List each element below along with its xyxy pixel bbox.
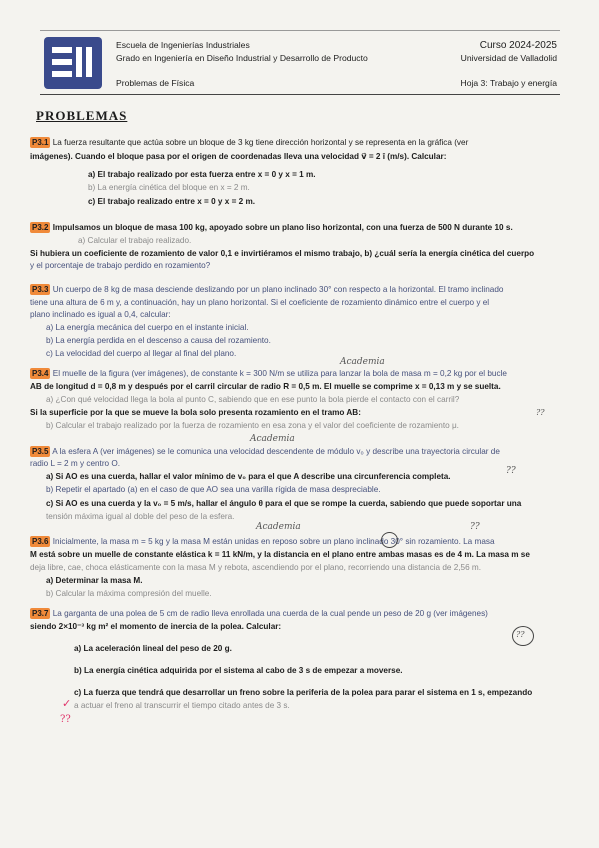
problem-7-part-c2: a actuar el freno al transcurrir el tiempo citado antes de 3 s. <box>74 701 290 710</box>
problem-1-line-2: imágenes). Cuando el bloque pasa por el origen de coordenadas lleva una velocidad v⃗ = 2 î (m/s). Calcular: <box>30 152 447 161</box>
problem-5-part-a: a) Si AO es una cuerda, hallar el valor mínimo de v₀ para el que A describe una circunferencia completa. <box>46 472 451 481</box>
problem-tag: P3.1 <box>32 138 49 147</box>
problem-7-part-c1: c) La fuerza que tendrá que desarrollar un freno sobre la periferia de la polea para parar el sistema en 1 s, empezando <box>74 688 533 697</box>
handwritten-mark: ?? <box>60 714 71 725</box>
top-rule <box>40 30 560 31</box>
problem-4-line-1: P3.4 El muelle de la figura (ver imágenes), de constante k = 300 N/m se utiliza para lanzar la bola de masa m = 0,2 kg por el bucle <box>32 369 507 378</box>
problem-tag: P3.2 <box>32 223 49 232</box>
problem-3-part-b: b) La energía perdida en el descenso a causa del rozamiento. <box>46 336 271 345</box>
handwritten-circle <box>381 532 398 548</box>
header-rule <box>40 94 560 95</box>
problem-4-line-3: Si la superficie por la que se mueve la bola solo presenta rozamiento en el tramo AB: <box>30 408 361 417</box>
problem-6-line-3: deja libre, cae, choca elásticamente con la masa M y rebota, ascendiendo por el plano, recorriendo una distancia de 2,56 m. <box>30 563 482 572</box>
problem-4-part-b: b) Calcular el trabajo realizado por la fuerza de rozamiento en esa zona y el valor del coeficiente de rozamiento μ. <box>46 421 459 430</box>
handwritten-note: Academia <box>340 357 385 367</box>
handwritten-mark: ?? <box>516 630 525 639</box>
problem-4-line-2: AB de longitud d = 0,8 m y después por el carril circular de radio R = 0,5 m. El muelle se comprime x = 0,13 m y se suelta. <box>30 382 501 391</box>
handwritten-mark: ?? <box>470 522 480 532</box>
handwritten-note: Academia <box>256 522 301 532</box>
problem-3-line-3: plano inclinado es igual a 0,4, calcular: <box>30 310 171 319</box>
problem-3-line-2: tiene una altura de 6 m y, a continuación, hay un plano horizontal. Si el coeficiente de rozamiento dinámico entre el cuerpo y el <box>30 298 490 307</box>
problem-5-line-1: P3.5 A la esfera A (ver imágenes) se le comunica una velocidad descendente de módulo v₀ y describe una trayectoria circular de <box>32 447 500 456</box>
problem-3-line-1: P3.3 Un cuerpo de 8 kg de masa desciende deslizando por un plano inclinado 30° con respecto a la horizontal. El tramo inclinado <box>32 285 504 294</box>
handwritten-note: Academia <box>250 434 295 444</box>
problem-4-part-a: a) ¿Con qué velocidad llega la bola al punto C, sabiendo que en ese punto la bola pierde el contacto con el carril? <box>46 395 460 404</box>
sheet-title: Hoja 3: Trabajo y energía <box>460 78 557 88</box>
problem-6-part-a: a) Determinar la masa M. <box>46 576 143 585</box>
problem-2-line-3: y el porcentaje de trabajo perdido en rozamiento? <box>30 261 211 270</box>
problem-1-part-a: a) El trabajo realizado por esta fuerza entre x = 0 y x = 1 m. <box>88 170 316 179</box>
university-logo <box>44 37 102 89</box>
problem-tag: P3.6 <box>32 537 49 546</box>
problem-2-line-2: Si hubiera un coeficiente de rozamiento de valor 0,1 e invirtiéramos el mismo trabajo, b) ¿cuál sería la energía cinética del cuerpo <box>30 249 535 258</box>
problem-5-part-c2: tensión máxima igual al doble del peso de la esfera. <box>46 512 235 521</box>
problem-5-part-c1: c) Si AO es una cuerda y la v₀ = 5 m/s, hallar el ángulo θ para el que se rompe la cuerda, sabiendo que puede soportar una <box>46 499 522 508</box>
problem-1-line-1: P3.1 La fuerza resultante que actúa sobre un bloque de 3 kg tiene dirección horizontal y se representa en la gráfica (ver <box>32 138 469 147</box>
problem-1-part-c: c) El trabajo realizado entre x = 0 y x = 2 m. <box>88 197 256 206</box>
problem-3-part-c: c) La velocidad del cuerpo al llegar al final del plano. <box>46 349 237 358</box>
university-name: Universidad de Valladolid <box>460 53 557 63</box>
problem-6-line-1: P3.6 Inicialmente, la masa m = 5 kg y la masa M están unidas en reposo sobre un plano inclinado 30° sin rozamiento. La masa <box>32 537 495 546</box>
problem-5-line-2: radio L = 2 m y centro O. <box>30 459 121 468</box>
problem-6-line-2: M está sobre un muelle de constante elástica k = 11 kN/m, y la distancia en el plano entre ambas masas es de 4 m. La masa m se <box>30 550 530 559</box>
problem-7-part-a: a) La aceleración lineal del peso de 20 g. <box>74 644 232 653</box>
problem-tag: P3.7 <box>32 609 49 618</box>
school-name: Escuela de Ingenierías Industriales <box>116 40 250 50</box>
problem-7-part-b: b) La energía cinética adquirida por el sistema al cabo de 3 s de empezar a moverse. <box>74 666 403 675</box>
degree-name: Grado en Ingeniería en Diseño Industrial y Desarrollo de Producto <box>116 53 368 63</box>
check-mark: ✓ <box>62 697 72 710</box>
handwritten-mark: ?? <box>536 408 545 417</box>
handwritten-mark: ?? <box>506 466 516 476</box>
problem-2-part-a: a) Calcular el trabajo realizado. <box>78 236 192 245</box>
problem-1-part-b: b) La energía cinética del bloque en x = 2 m. <box>88 183 250 192</box>
course-year: Curso 2024-2025 <box>479 40 557 51</box>
problem-7-line-2: siendo 2×10⁻³ kg m² el momento de inercia de la polea. Calcular: <box>30 622 282 631</box>
problem-6-part-b: b) Calcular la máxima compresión del muelle. <box>46 589 212 598</box>
problem-2-line-1: P3.2 Impulsamos un bloque de masa 100 kg, apoyado sobre un plano liso horizontal, con una fuerza de 500 N durante 10 s. <box>32 223 513 232</box>
problem-5-part-b: b) Repetir el apartado (a) en el caso de que AO sea una varilla rígida de masa despreciable. <box>46 485 381 494</box>
problem-tag: P3.5 <box>32 447 49 456</box>
subject-name: Problemas de Física <box>116 78 195 88</box>
page-title: PROBLEMAS <box>36 108 128 123</box>
problem-tag: P3.4 <box>32 369 49 378</box>
problem-3-part-a: a) La energía mecánica del cuerpo en el instante inicial. <box>46 323 249 332</box>
problem-tag: P3.3 <box>32 285 49 294</box>
problem-7-line-1: P3.7 La garganta de una polea de 5 cm de radio lleva enrollada una cuerda de la cual pende un peso de 20 g (ver imágenes) <box>32 609 488 618</box>
